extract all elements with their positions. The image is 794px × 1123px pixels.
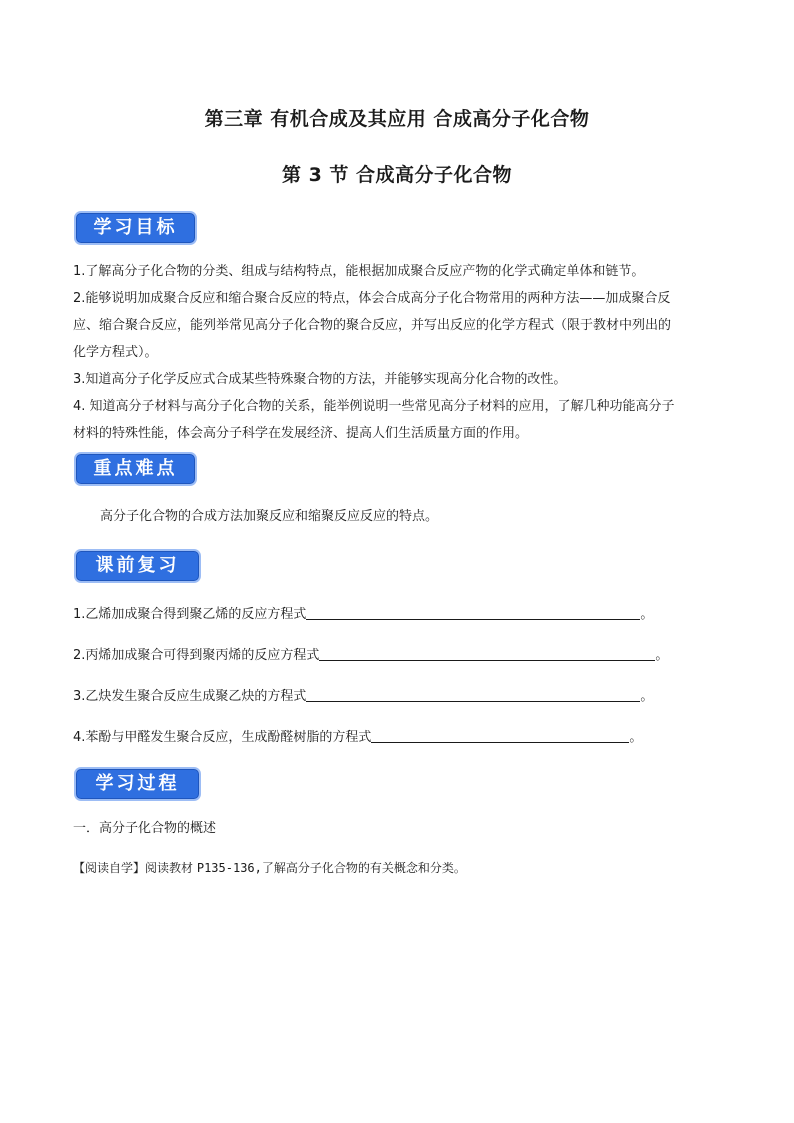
objectives-tag: 学习目标 [74, 211, 197, 245]
objectives-list [73, 258, 729, 447]
review-question-text: 1.乙烯加成聚合得到聚乙烯的反应方程式 [73, 607, 307, 622]
review-question-text: 2.丙烯加成聚合可得到聚丙烯的反应方程式 [73, 648, 320, 663]
answer-blank[interactable] [306, 687, 640, 702]
objective-line: 1.了解高分子化合物的分类、组成与结构特点，能根据加成聚合反应产物的化学式确定单体和链节。 [73, 264, 645, 279]
review-question-4 [73, 727, 642, 749]
objective-line: 4. 知道高分子材料与高分子化合物的关系，能举例说明一些常见高分子材料的应用，了解几种功能高分子 [73, 399, 675, 414]
objective-line: 材料的特殊性能，体会高分子科学在发展经济、提高人们生活质量方面的作用。 [73, 426, 529, 441]
objective-line: 应、缩合聚合反应，能列举常见高分子化合物的聚合反应，并写出反应的化学方程式（限于教材中列出的 [73, 318, 672, 333]
objective-line: 化学方程式）。 [73, 345, 158, 360]
reading-instruction [73, 857, 466, 879]
end-mark: 。 [629, 730, 643, 745]
read-label: 【阅读自学】 [73, 861, 146, 875]
process-heading: 一．高分子化合物的概述 [73, 821, 217, 836]
objective-line: 3.知道高分子化学反应式合成某些特殊聚合物的方法，并能够实现高分化合物的改性。 [73, 372, 567, 387]
end-mark: 。 [640, 689, 654, 704]
objective-line: 2.能够说明加成聚合反应和缩合聚合反应的特点，体会合成高分子化合物常用的两种方法——加成聚合反 [73, 291, 671, 306]
key-points-tag: 重点难点 [74, 452, 197, 486]
answer-blank[interactable] [319, 646, 655, 661]
review-question-3 [73, 686, 653, 708]
review-question-text: 4.苯酚与甲醛发生聚合反应，生成酚醛树脂的方程式 [73, 730, 372, 745]
process-tag: 学习过程 [74, 767, 201, 801]
chapter-title: 第三章 有机合成及其应用 合成高分子化合物 [204, 108, 590, 130]
answer-blank[interactable] [306, 605, 640, 620]
section-title: 第 3 节 合成高分子化合物 [281, 164, 513, 186]
end-mark: 。 [640, 607, 654, 622]
read-pages: P135-136, [196, 861, 262, 875]
end-mark: 。 [655, 648, 669, 663]
review-tag: 课前复习 [74, 549, 201, 583]
key-points-text: 高分子化合物的合成方法加聚反应和缩聚反应反应的特点。 [100, 509, 439, 524]
review-question-text: 3.乙炔发生聚合反应生成聚乙炔的方程式 [73, 689, 307, 704]
answer-blank[interactable] [371, 728, 629, 743]
read-pre: 阅读教材 [145, 861, 197, 875]
review-question-2 [73, 645, 668, 667]
read-post: 了解高分子化合物的有关概念和分类。 [261, 861, 466, 875]
review-question-1 [73, 604, 653, 626]
